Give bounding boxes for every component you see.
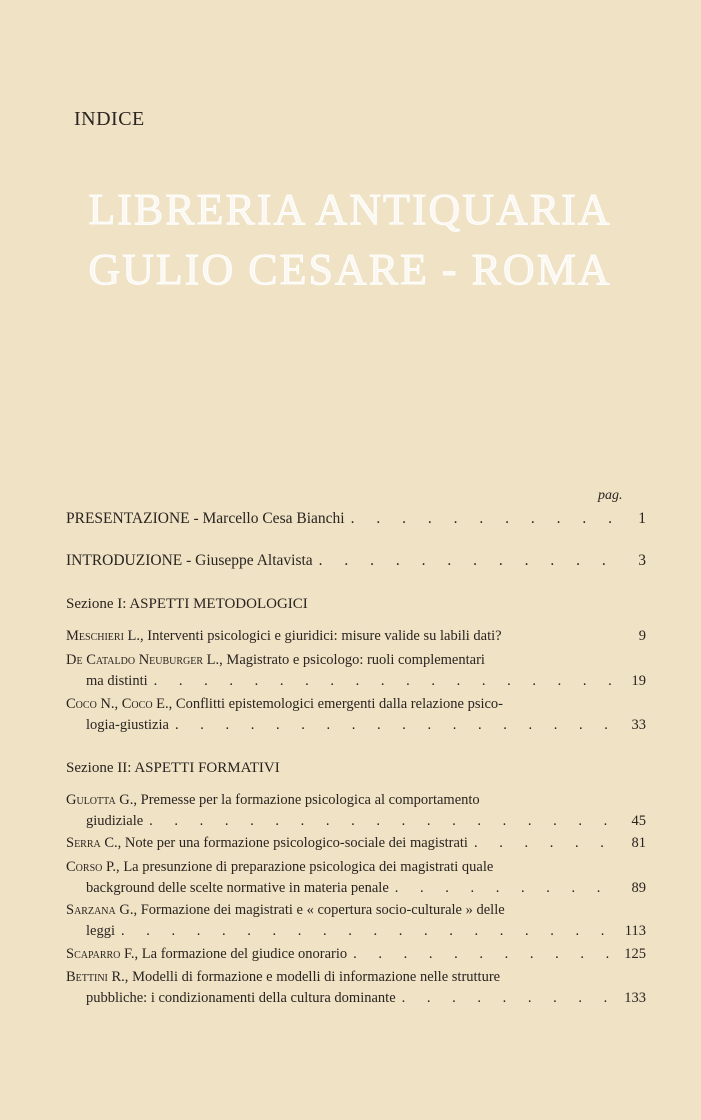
entry-title-cont: giudiziale: [86, 813, 144, 829]
entry-author: Coco N., Coco E.,: [66, 696, 173, 712]
page-number: 113: [624, 923, 646, 939]
entry-title: Magistrato e psicologo: ruoli complementari: [226, 652, 485, 668]
section-heading: Sezione I: ASPETTI METODOLOGICI: [66, 596, 308, 612]
page-number: 1: [638, 510, 646, 527]
page-number: 133: [624, 990, 646, 1006]
entry-title: Interventi psicologici e giuridici: misure valide su labili dati?: [147, 628, 502, 644]
entry-title: Note per una formazione psicologico-sociale dei magistrati: [124, 835, 468, 851]
toc-entry[interactable]: [66, 694, 646, 736]
toc-entry[interactable]: [66, 967, 646, 1009]
page-number: 33: [631, 717, 646, 733]
page-number: 45: [631, 813, 646, 829]
page-number: 89: [631, 880, 646, 896]
entry-author: Scaparro F.,: [66, 946, 139, 962]
page-number: 9: [638, 628, 646, 644]
section-heading: Sezione II: ASPETTI FORMATIVI: [66, 760, 280, 776]
entry-title-cont: ma distinti: [86, 673, 148, 689]
dot-leader: [468, 833, 616, 854]
entry-title: La presunzione di preparazione psicologica dei magistrati quale: [123, 859, 494, 875]
toc-entry[interactable]: [66, 790, 646, 832]
page-column-label: pag.: [598, 488, 623, 503]
entry-author: Serra C.,: [66, 835, 122, 851]
dot-leader: [389, 878, 616, 899]
entry-title: La formazione del giudice onorario: [141, 946, 348, 962]
toc-entry[interactable]: [66, 857, 646, 899]
toc-entry[interactable]: [66, 900, 646, 942]
dot-leader: [313, 550, 616, 571]
entry-author: Corso P.,: [66, 859, 120, 875]
toc-entry[interactable]: [66, 650, 646, 692]
dot-leader: [143, 811, 616, 832]
dot-leader: [148, 671, 616, 692]
page-number: 3: [638, 552, 646, 569]
page-number: 81: [631, 835, 646, 851]
entry-author: Meschieri L.,: [66, 628, 144, 644]
entry-title: Modelli di formazione e modelli di informazione nelle strutture: [132, 969, 501, 985]
toc-entry-presentazione[interactable]: [66, 508, 646, 529]
page-title: INDICE: [74, 108, 145, 130]
entry-author: Bettini R.,: [66, 969, 129, 985]
entry-author: Gulotta G.,: [66, 792, 138, 808]
toc-entry[interactable]: [66, 833, 646, 854]
page-number: 19: [631, 673, 646, 689]
dot-leader: [345, 508, 616, 529]
dot-leader: [396, 988, 616, 1009]
toc-entry-introduzione[interactable]: [66, 550, 646, 571]
entry-title-cont: pubbliche: i condizionamenti della cultura dominante: [86, 990, 396, 1006]
entry-title: Formazione dei magistrati e « copertura socio-culturale » delle: [140, 902, 505, 918]
entry-title-cont: logia-giustizia: [86, 717, 169, 733]
watermark: LIBRERIA ANTIQUARIA GULIO CESARE - ROMA: [88, 185, 612, 294]
entry-title: Premesse per la formazione psicologica al comportamento: [140, 792, 480, 808]
toc-entry[interactable]: [66, 626, 646, 647]
dot-leader: [169, 715, 616, 736]
page-number: 125: [624, 946, 646, 962]
dot-leader: [115, 921, 616, 942]
entry-title: Conflitti epistemologici emergenti dalla relazione psico-: [175, 696, 503, 712]
entry-text: PRESENTAZIONE - Marcello Cesa Bianchi: [66, 510, 345, 527]
toc-entry[interactable]: [66, 944, 646, 965]
entry-title-cont: background delle scelte normative in materia penale: [86, 880, 389, 896]
entry-title-cont: leggi: [86, 923, 115, 939]
entry-author: Sarzana G.,: [66, 902, 138, 918]
dot-leader: [347, 944, 616, 965]
entry-text: INTRODUZIONE - Giuseppe Altavista: [66, 552, 313, 569]
entry-author: De Cataldo Neuburger L.,: [66, 652, 223, 668]
